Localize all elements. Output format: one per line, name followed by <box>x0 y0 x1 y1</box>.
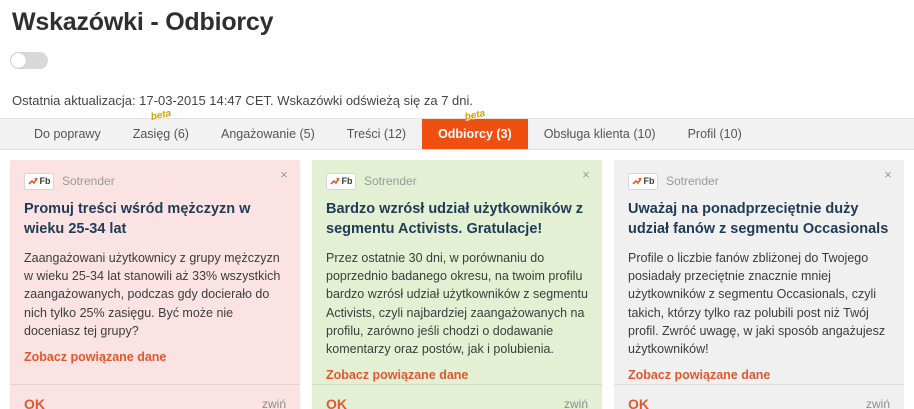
tab-do-poprawy[interactable] <box>18 119 117 149</box>
brand-label: Sotrender <box>666 174 719 188</box>
card-header <box>24 170 286 192</box>
last-update-status: Ostatnia aktualizacja: 17-03-2015 14:47 CET. Wskazówki odświeżą się za 7 dni. <box>12 93 474 108</box>
tab-zasieg[interactable] <box>117 107 205 149</box>
trend-arrow-icon <box>632 176 642 186</box>
trend-arrow-icon <box>330 176 340 186</box>
toggle-knob <box>11 53 26 68</box>
card-body <box>24 249 286 384</box>
tab-odbiorcy[interactable] <box>422 107 528 149</box>
card-body <box>628 249 890 384</box>
tab-angazowanie[interactable] <box>205 119 331 149</box>
close-icon[interactable]: × <box>280 167 288 182</box>
tab-label: Treści (12) <box>346 127 407 141</box>
beta-badge: beta <box>149 107 173 124</box>
collapse-button[interactable]: zwiń <box>261 396 286 409</box>
tab-bar <box>0 107 914 150</box>
tab-obsluga-klienta[interactable] <box>528 119 672 149</box>
ok-button[interactable]: OK <box>24 395 45 409</box>
facebook-fb-icon <box>628 173 658 190</box>
card-footer <box>10 384 300 409</box>
tab-tresci[interactable] <box>331 119 422 149</box>
card-body-text: Zaangażowani użytkownicy z grupy mężczyzn w wieku 25-34 lat stanowili aż 33% wszystkich zaangażowanych, podczas gdy docierało do nich tylko 25% zasięgu. Być może nie doceniasz tej grupy? <box>24 251 281 338</box>
related-data-link[interactable]: Zobacz powiązane dane <box>24 349 167 364</box>
tip-card <box>614 160 904 409</box>
ok-button[interactable]: OK <box>326 395 347 409</box>
related-data-link[interactable]: Zobacz powiązane dane <box>326 367 469 382</box>
card-body-text: Przez ostatnie 30 dni, w porównaniu do poprzednio badanego okresu, na twoim profilu bardzo wzrósł udział użytkowników z segmentu Activists, czyli najbardziej zaangażowanych na profilu, zarówno jeśli chodzi o dodawanie komentarzy oraz postów, jak i polubienia. <box>326 251 588 356</box>
tab-label: Obsługa klienta (10) <box>543 127 656 141</box>
facebook-fb-icon <box>24 173 54 190</box>
card-title: Promuj treści wśród mężczyzn w wieku 25-34 lat <box>24 201 251 237</box>
card-header <box>628 170 890 192</box>
card-body <box>326 249 588 384</box>
card-header <box>326 170 588 192</box>
card-footer <box>614 384 904 409</box>
tip-card <box>312 160 602 409</box>
card-title: Uważaj na ponadprzeciętnie duży udział fanów z segmentu Occasionals <box>628 201 889 237</box>
card-title: Bardzo wzrósł udział użytkowników z segmentu Activists. Gratulacje! <box>326 201 583 237</box>
fb-label: Fb <box>643 176 655 186</box>
tab-label: Do poprawy <box>34 127 101 141</box>
trend-arrow-icon <box>28 176 38 186</box>
close-icon[interactable]: × <box>582 167 590 182</box>
tab-label: Profil (10) <box>687 127 742 141</box>
tip-card <box>10 160 300 409</box>
facebook-fb-icon <box>326 173 356 190</box>
collapse-button[interactable]: zwiń <box>563 396 588 409</box>
collapse-button[interactable]: zwiń <box>865 396 890 409</box>
brand-label: Sotrender <box>62 174 115 188</box>
tips-toggle[interactable] <box>10 52 48 69</box>
beta-badge: beta <box>463 107 487 124</box>
fb-label: Fb <box>341 176 353 186</box>
tab-label: Zasięg (6) <box>132 127 189 141</box>
card-body-text: Profile o liczbie fanów zbliżonej do Twojego posiadały przeciętnie znacznie mniej użytkowników z segmentu Occasionals, czyli takich, którzy tylko raz polubili post niż Twój profil. Zwróć uwagę, w jaki sposób angażujesz użytkowników! <box>628 251 886 356</box>
related-data-link[interactable]: Zobacz powiązane dane <box>628 367 771 382</box>
tab-profil[interactable] <box>672 119 758 149</box>
tab-label: Odbiorcy (3) <box>438 127 512 141</box>
ok-button[interactable]: OK <box>628 395 649 409</box>
close-icon[interactable]: × <box>884 167 892 182</box>
page-title: Wskazówki - Odbiorcy <box>12 8 274 36</box>
tab-label: Angażowanie (5) <box>220 127 315 141</box>
fb-label: Fb <box>39 176 51 186</box>
brand-label: Sotrender <box>364 174 417 188</box>
tips-card-list <box>10 160 906 409</box>
card-footer <box>312 384 602 409</box>
